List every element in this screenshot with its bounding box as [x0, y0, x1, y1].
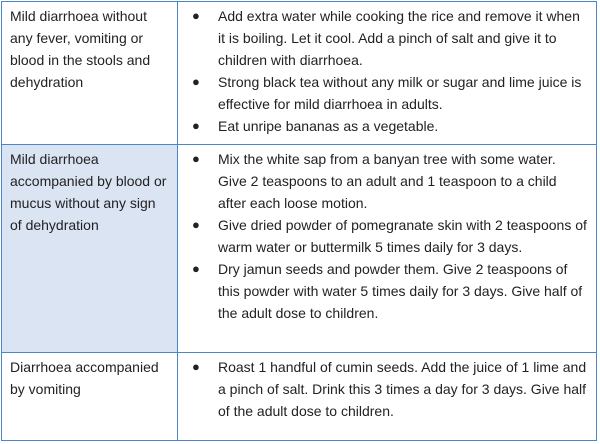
remedy-text: Dry jamun seeds and powder them. Give 2 teaspoons of this powder with water 5 times daily for 3 days. Give half of the adult dose to children.	[218, 261, 583, 321]
remedies-table	[1, 1, 597, 441]
remedy-text: Add extra water while cooking the rice and remove it when it is boiling. Let it cool. Add a pinch of salt and give it to children with diarrhoea.	[218, 8, 580, 68]
list-item	[184, 71, 588, 115]
condition-cell: Diarrhoea accompanied by vomiting	[2, 353, 178, 440]
remedy-list	[184, 148, 588, 324]
remedies-cell	[178, 353, 596, 440]
list-item	[184, 115, 588, 137]
list-item	[184, 258, 588, 324]
bullet-icon: ●	[192, 217, 200, 232]
bullet-icon: ●	[192, 118, 200, 133]
table-row	[2, 145, 596, 353]
bullet-icon: ●	[192, 151, 200, 166]
remedy-text: Give dried powder of pomegranate skin with 2 teaspoons of warm water or buttermilk 5 times daily for 3 days.	[218, 217, 587, 255]
condition-cell: Mild diarrhoea accompanied by blood or mucus without any sign of dehydration	[2, 145, 178, 352]
list-item	[184, 356, 588, 422]
list-item	[184, 5, 588, 71]
list-item	[184, 148, 588, 214]
remedy-text: Roast 1 handful of cumin seeds. Add the juice of 1 lime and a pinch of salt. Drink this 3 times a day for 3 days. Give half of the adult dose to children.	[218, 359, 587, 419]
bullet-icon: ●	[192, 261, 200, 276]
remedy-text: Strong black tea without any milk or sugar and lime juice is effective for mild diarrhoea in adults.	[218, 74, 582, 112]
bullet-icon: ●	[192, 359, 200, 374]
remedy-text: Mix the white sap from a banyan tree with some water. Give 2 teaspoons to an adult and 1 teaspoon to a child after each loose motion.	[218, 151, 557, 211]
list-item	[184, 214, 588, 258]
remedy-text: Eat unripe bananas as a vegetable.	[218, 118, 439, 134]
table-row	[2, 353, 596, 440]
bullet-icon: ●	[192, 8, 200, 23]
table-row	[2, 2, 596, 145]
condition-cell: Mild diarrhoea without any fever, vomiting or blood in the stools and dehydration	[2, 2, 178, 144]
remedy-list	[184, 5, 588, 137]
remedies-cell	[178, 145, 596, 352]
remedies-cell	[178, 2, 596, 144]
bullet-icon: ●	[192, 74, 200, 89]
remedy-list	[184, 356, 588, 422]
